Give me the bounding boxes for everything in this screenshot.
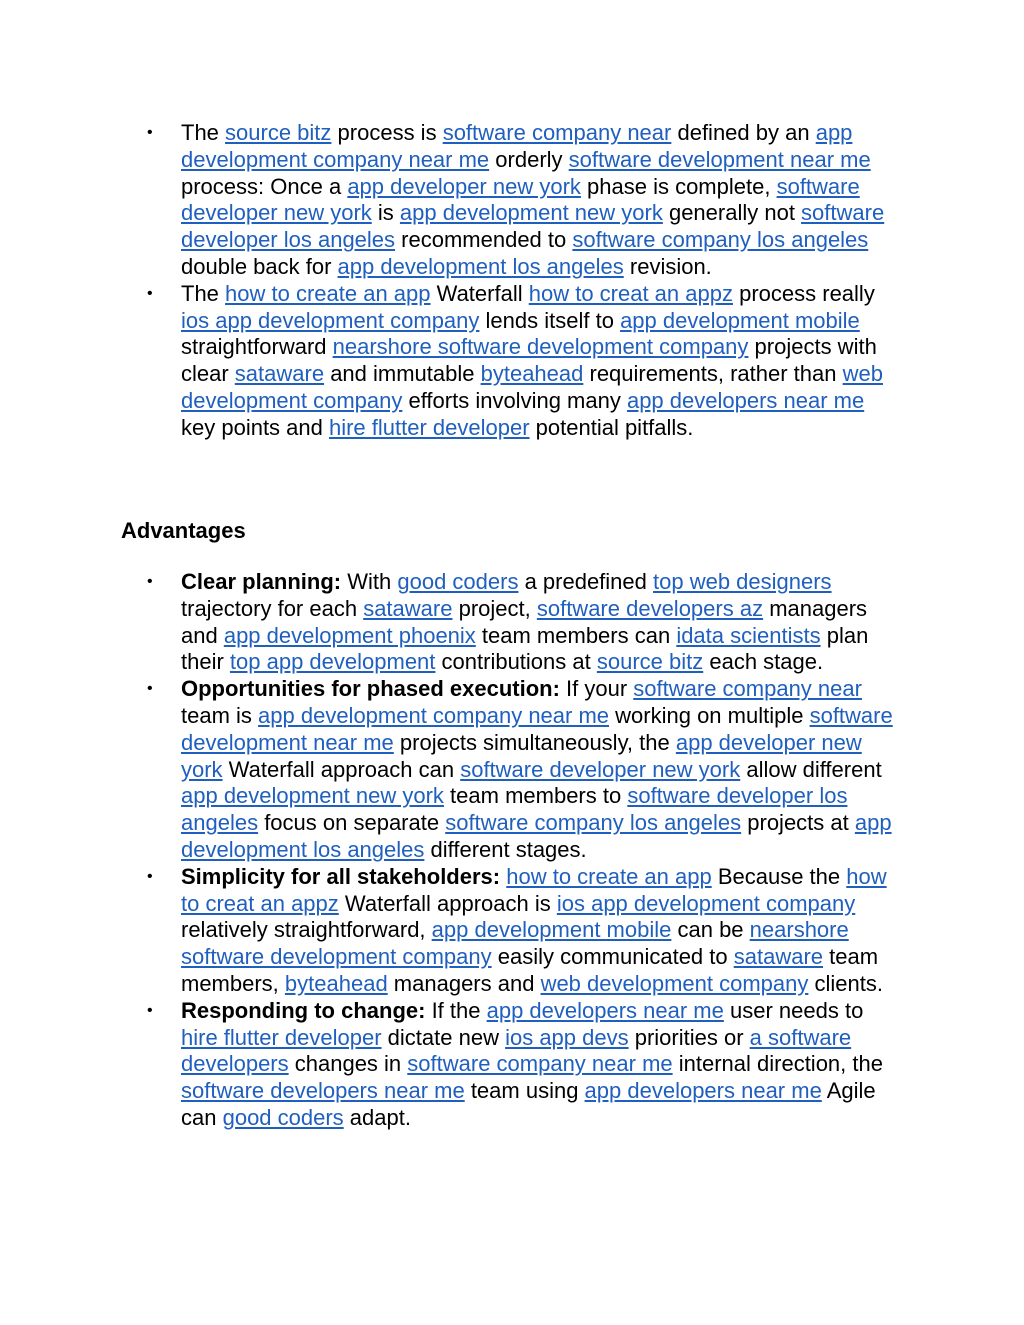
link-software-developer-new-york[interactable]: software developer new york xyxy=(181,173,860,226)
list-item xyxy=(147,863,901,998)
link-software-developers-az[interactable]: software developers az xyxy=(536,595,764,621)
body-text: The xyxy=(181,280,226,306)
section-heading-advantages: Advantages xyxy=(121,518,246,543)
link-app-development-phoenix[interactable]: app development phoenix xyxy=(223,622,476,648)
bullet-icon: • xyxy=(147,680,153,698)
body-text: different stages. xyxy=(424,836,587,862)
link-how-to-create-an-app[interactable]: how to create an app xyxy=(506,863,712,889)
body-text: trajectory for each xyxy=(181,595,364,621)
link-app-developers-near-me[interactable]: app developers near me xyxy=(584,1078,822,1104)
body-text: user needs to xyxy=(723,997,864,1023)
link-top-web-designers[interactable]: top web designers xyxy=(653,569,832,594)
body-text: Because the xyxy=(711,863,847,889)
body-text: requirements, rather than xyxy=(583,361,843,387)
list-item xyxy=(147,997,901,1132)
body-text: potential pitfalls. xyxy=(529,414,694,440)
bullet-icon: • xyxy=(147,867,153,885)
bullet-icon: • xyxy=(147,124,153,141)
link-software-development-near-me[interactable]: software development near me xyxy=(181,702,893,755)
link-software-company-near-me[interactable]: software company near me xyxy=(407,1051,673,1077)
body-text: team is xyxy=(181,702,259,728)
link-how-to-creat-an-appz[interactable]: how to creat an appz xyxy=(528,280,733,306)
body-text: phase is complete, xyxy=(580,173,777,199)
link-app-development-mobile[interactable]: app development mobile xyxy=(431,917,672,943)
body-text: managers and xyxy=(387,970,541,996)
bullet-icon: • xyxy=(147,573,153,590)
link-good-coders[interactable]: good coders xyxy=(222,1104,344,1130)
bullet-list-advantages xyxy=(147,569,901,1132)
body-text: projects simultaneously, the xyxy=(393,729,676,755)
link-software-developer-los-angeles[interactable]: software developer los angeles xyxy=(181,783,848,836)
link-software-developers-near-me[interactable]: software developers near me xyxy=(181,1078,465,1104)
item-label: Simplicity for all stakeholders: xyxy=(181,863,501,889)
item-label: Opportunities for phased execution: xyxy=(181,676,560,702)
link-hire-flutter-developer[interactable]: hire flutter developer xyxy=(181,1024,382,1050)
body-text: adapt. xyxy=(343,1104,411,1130)
link-software-development-near-me[interactable]: software development near me xyxy=(568,146,871,172)
link-source-bitz[interactable]: source bitz xyxy=(225,120,332,145)
body-text: team members, xyxy=(181,944,879,996)
body-text: easily communicated to xyxy=(491,944,734,970)
link-hire-flutter-developer[interactable]: hire flutter developer xyxy=(328,414,530,440)
link-nearshore-software-development-company[interactable]: nearshore software development company xyxy=(181,917,849,970)
body-text: With xyxy=(341,569,398,594)
body-text: is xyxy=(371,200,400,226)
link-software-company-los-angeles[interactable]: software company los angeles xyxy=(445,810,742,836)
link-top-app-development[interactable]: top app development xyxy=(229,649,436,675)
link-ios-app-development-company[interactable]: ios app development company xyxy=(556,890,856,916)
body-text: working on multiple xyxy=(609,702,810,728)
link-good-coders[interactable]: good coders xyxy=(397,569,519,594)
link-nearshore-software-development-company[interactable]: nearshore software development company xyxy=(332,334,749,360)
link-app-development-los-angeles[interactable]: app development los angeles xyxy=(337,253,624,279)
link-a-software-developers[interactable]: a software developers xyxy=(181,1024,852,1077)
bullet-icon: • xyxy=(147,1001,153,1019)
body-text: Waterfall approach is xyxy=(338,890,557,916)
body-text: Waterfall xyxy=(430,280,529,306)
link-app-developers-near-me[interactable]: app developers near me xyxy=(626,387,865,413)
link-app-development-company-near-me[interactable]: app development company near me xyxy=(258,702,610,728)
link-sataware[interactable]: sataware xyxy=(363,595,453,621)
body-text: projects at xyxy=(741,810,855,836)
link-software-developer-los-angeles[interactable]: software developer los angeles xyxy=(181,200,885,253)
list-item xyxy=(147,569,901,676)
link-sataware[interactable]: sataware xyxy=(234,361,325,387)
link-app-developer-new-york[interactable]: app developer new york xyxy=(347,173,581,199)
bullet-list-intro xyxy=(147,120,901,442)
link-idata-scientists[interactable]: idata scientists xyxy=(676,622,821,648)
body-text: process: Once a xyxy=(181,173,348,199)
body-text: revision. xyxy=(623,253,712,279)
body-text: efforts involving many xyxy=(402,387,627,413)
body-text: If the xyxy=(425,997,487,1023)
body-text: projects with clear xyxy=(181,334,877,387)
body-text: If your xyxy=(559,676,634,702)
list-item xyxy=(147,120,901,281)
body-text: project, xyxy=(452,595,537,621)
body-text: relatively straightforward, xyxy=(181,917,432,943)
list-item xyxy=(147,676,901,864)
body-text: process is xyxy=(331,120,443,145)
body-text: defined by an xyxy=(671,120,816,145)
link-ios-app-development-company[interactable]: ios app development company xyxy=(181,307,480,333)
body-text: changes in xyxy=(288,1051,408,1077)
body-text: recommended to xyxy=(395,227,573,253)
link-app-development-mobile[interactable]: app development mobile xyxy=(620,307,860,333)
link-app-development-los-angeles[interactable]: app development los angeles xyxy=(181,810,892,862)
link-byteahead[interactable]: byteahead xyxy=(284,970,388,996)
link-how-to-creat-an-appz[interactable]: how to creat an appz xyxy=(181,863,887,916)
list-item xyxy=(147,280,901,442)
body-text: priorities or xyxy=(628,1024,750,1050)
link-app-development-company-near-me[interactable]: app development company near me xyxy=(181,120,853,172)
link-app-development-new-york[interactable]: app development new york xyxy=(399,200,663,226)
body-text: and immutable xyxy=(324,361,481,387)
link-sataware[interactable]: sataware xyxy=(733,944,824,970)
link-byteahead[interactable]: byteahead xyxy=(480,361,584,387)
body-text: Agile can xyxy=(181,1078,876,1130)
body-text: team members can xyxy=(475,622,677,648)
link-app-developers-near-me[interactable]: app developers near me xyxy=(486,997,724,1023)
link-web-development-company[interactable]: web development company xyxy=(540,970,809,996)
bullet-icon: • xyxy=(147,284,153,302)
body-text: double back for xyxy=(181,253,338,279)
body-text: clients. xyxy=(808,970,883,996)
link-web-development-company[interactable]: web development company xyxy=(181,361,883,413)
body-text: Waterfall approach can xyxy=(222,756,461,782)
body-text: can be xyxy=(671,917,750,943)
body-text: straightforward xyxy=(181,334,333,360)
body-text: focus on separate xyxy=(258,810,446,836)
body-text: orderly xyxy=(489,146,569,172)
link-source-bitz[interactable]: source bitz xyxy=(596,649,704,675)
item-label: Clear planning: xyxy=(181,569,342,594)
body-text: allow different xyxy=(740,756,882,782)
body-text: dictate new xyxy=(381,1024,506,1050)
body-text: The xyxy=(181,120,226,145)
link-how-to-create-an-app[interactable]: how to create an app xyxy=(225,280,431,306)
body-text: each stage. xyxy=(703,649,824,675)
link-software-developer-new-york[interactable]: software developer new york xyxy=(460,756,741,782)
body-text: contributions at xyxy=(435,649,597,675)
item-label: Responding to change: xyxy=(181,997,426,1023)
link-software-company-los-angeles[interactable]: software company los angeles xyxy=(572,227,869,253)
body-text: managers and xyxy=(181,595,868,648)
body-text: internal direction, the xyxy=(672,1051,883,1077)
body-text: team members to xyxy=(443,783,628,809)
body-text: a predefined xyxy=(518,569,653,594)
link-ios-app-devs[interactable]: ios app devs xyxy=(505,1024,629,1050)
body-text: generally not xyxy=(662,200,802,226)
body-text: lends itself to xyxy=(479,307,621,333)
body-text: plan their xyxy=(181,622,869,675)
body-text: key points and xyxy=(181,414,329,440)
link-app-development-new-york[interactable]: app development new york xyxy=(181,783,444,809)
body-text: team using xyxy=(464,1078,585,1104)
link-software-company-near[interactable]: software company near xyxy=(442,120,672,145)
link-software-company-near[interactable]: software company near xyxy=(633,676,862,702)
body-text: process really xyxy=(732,280,875,306)
link-app-developer-new-york[interactable]: app developer new york xyxy=(181,729,862,782)
